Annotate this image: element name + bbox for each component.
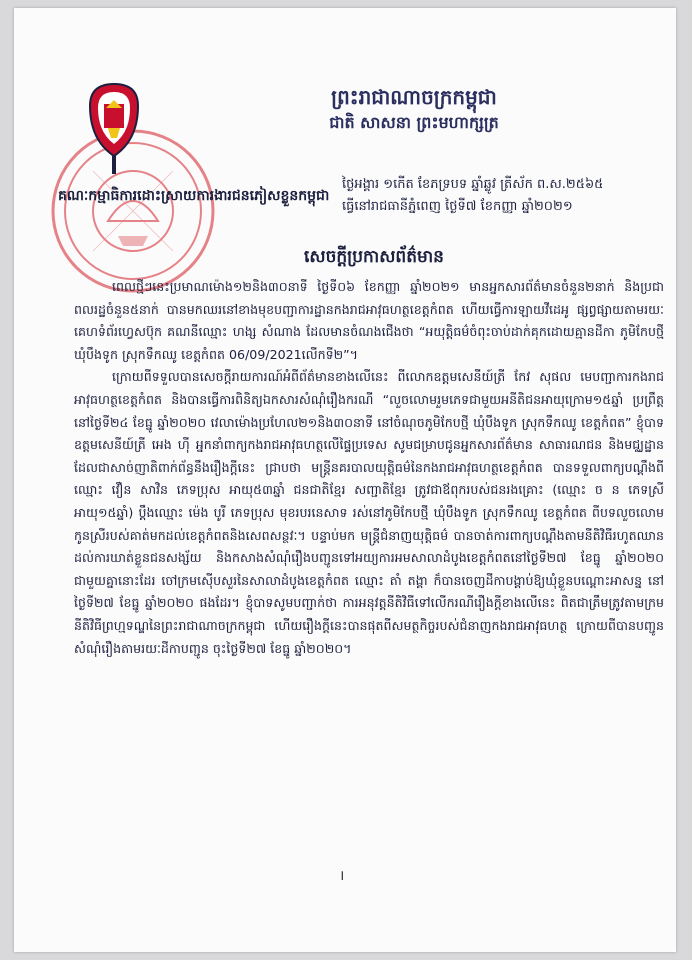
paragraph: ក្រោយពីទទួលបានសេចក្ដីរាយការណ៍អំពីព័ត៌មានខាងលើនេះ ពីលោកឧត្តមសេនីយ៍ត្រី កែវ សុផល មេបញ្ជាការកងរាជអាវុធហត្ថខេត្តកំពត និងបានធ្វើការពិនិត្យឯកសារសំណុំរឿងករណី “លួចលោមរួមភេទជាមួយអនីតិជនអាយុក្រោម១៥ឆ្នាំ ប្រព្រឹត្តនៅថ្ងៃទី២៤ ខែធ្នូ ឆ្នាំ២០២០ វេលាម៉ោងប្រហែល២១និង៣០នាទី នៅចំណុចភូមិកែបថ្មី ឃុំបឹងទូក ស្រុកទឹកឈូ ខេត្តកំពត” ខ្ញុំបាទឧត្តមសេនីយ៍ត្រី អេង ហ៊ី អ្នកនាំពាក្យកងរាជអាវុធហត្ថលើផ្ទៃប្រទេស សូមជម្រាបជូនអ្នកសារព័ត៌មាន សាធារណជន និងមជ្ឈដ្ឋានដែលជាសាច់ញាតិពាក់ព័ន្ធនឹងរឿងក្ដីនេះ ជ្រាបថា មន្ត្រីនគរបាលយុត្តិធម៌នៃកងរាជអាវុធហត្ថខេត្តកំពត បានទទួលពាក្យបណ្ដឹងពីឈ្មោះ វឿន សាវិន ភេទប្រុស អាយុ៥៣ឆ្នាំ ជនជាតិខ្មែរ សញ្ជាតិខ្មែរ ត្រូវជាឪពុករបស់ជនរងគ្រោះ (ឈ្មោះ ច ន ភេទស្រី អាយុ១៥ឆ្នាំ) ប្ដឹងឈ្មោះ ម៉េង បូរី ភេទប្រុស មុខរបរនេសាទ រស់នៅភូមិកែបថ្មី ឃុំបឹងទូក ស្រុកទឹកឈូ ខេត្តកំពត ពីបទលួចលោមកូនស្រីរបស់គាត់មកដល់ខេត្តកំពតនិងសេពសន្ថវៈ។ បន្ទាប់មក មន្ត្រីជំនាញយុត្តិធម៌ បានចាត់ការពាក្យបណ្ដឹងតាមនីតិវិធីរហូតឈានដល់ការឃាត់ខ្លួនជនសង្ស័យ និងកសាងសំណុំរឿងបញ្ជូនទៅអយ្យការអមសាលាដំបូងខេត្តកំពតនៅថ្ងៃទី២៧ ខែធ្នូ ឆ្នាំ២០២០ ជាមួយគ្នានោះដែរ ចៅក្រមស៊ើបសួរនៃសាលាដំបូងខេត្តកំពត ឈ្មោះ តាំ តង្គា ក៏បានចេញដីកាបង្គាប់ឱ្យឃុំខ្លួនបណ្ដោះអាសន្ន នៅថ្ងៃទី២៧ ខែធ្នូ ឆ្នាំ២០២០ ផងដែរ។ ខ្ញុំបាទសូមបញ្ជាក់ថា ការអនុវត្តនីតិវិធីទៅលើករណីរឿងក្ដីខាងលើនេះ ពិតជាត្រឹមត្រូវតាមក្រមនីតិវិធីព្រហ្មទណ្ឌនៃព្រះរាជាណាចក្រកម្ពុជា ហើយរឿងក្ដីនេះបានផុតពីសមត្ថកិច្ចរបស់ជំនាញកងរាជអាវុធហត្ថ ក្រោយពីបានបញ្ជូនសំណុំរឿងតាមរយៈដីកាបញ្ជូន ចុះថ្ងៃទី២៧ ខែធ្នូ ឆ្នាំ២០២០។ — [74, 369, 664, 656]
solar-date-place: ធ្វើនៅរាជធានីភ្នំពេញ ថ្ងៃទី៧ ខែកញ្ញា ឆ្នាំ២០២១ — [342, 199, 573, 214]
paragraph: ពេលថ្មីៗនេះប្រមាណម៉ោង១២និង៣០នាទី ថ្ងៃទី០៦ ខែកញ្ញា ឆ្នាំ២០២១ មានអ្នកសារព័ត៌មានចំនួន២នាក់ និងប្រជាពលរដ្ឋចំនួន៥នាក់ បានមកឈរនៅខាងមុខបញ្ជាការដ្ឋានកងរាជអាវុធហត្ថខេត្តកំពត ហើយធ្វើការឡាយវីដេអូ ផ្សព្វផ្សាយតាមរយៈគេហទំព័រហ្វេសប៊ុក គណនីឈ្មោះ ហង្ស សំណាង ដែលមានចំណងជើងថា “អយុត្តិធម៌ចំពុះចាប់ដាក់គុកដោយគ្មានដីកា ភូមិកែបថ្មី ឃុំបឹងទូក ស្រុកទឹកឈូ ខេត្តកំពត 06/09/2021លើកទី២”។ — [74, 279, 664, 362]
kingdom-header: ព្រះរាជាណាចក្រកម្ពុជា — [331, 85, 497, 109]
lunar-date: ថ្ងៃអង្គារ ១កើត ខែភទ្របទ ឆ្នាំឆ្លូវ ត្រីស័ក ព.ស.២៥៦៥ — [342, 177, 604, 192]
organization-name: គណៈកម្មាធិការដោះស្រាយការងារជនភៀសខ្លួនកម្ពុជា — [58, 188, 330, 204]
document-title: សេចក្ដីប្រកាសព័ត៌មាន — [304, 247, 444, 267]
page-mark: । — [339, 868, 345, 884]
national-motto: ជាតិ សាសនា ព្រះមហាក្សត្រ — [329, 113, 499, 132]
document-page — [14, 8, 676, 952]
organization-logo-icon — [84, 78, 144, 178]
document-body — [74, 276, 664, 660]
